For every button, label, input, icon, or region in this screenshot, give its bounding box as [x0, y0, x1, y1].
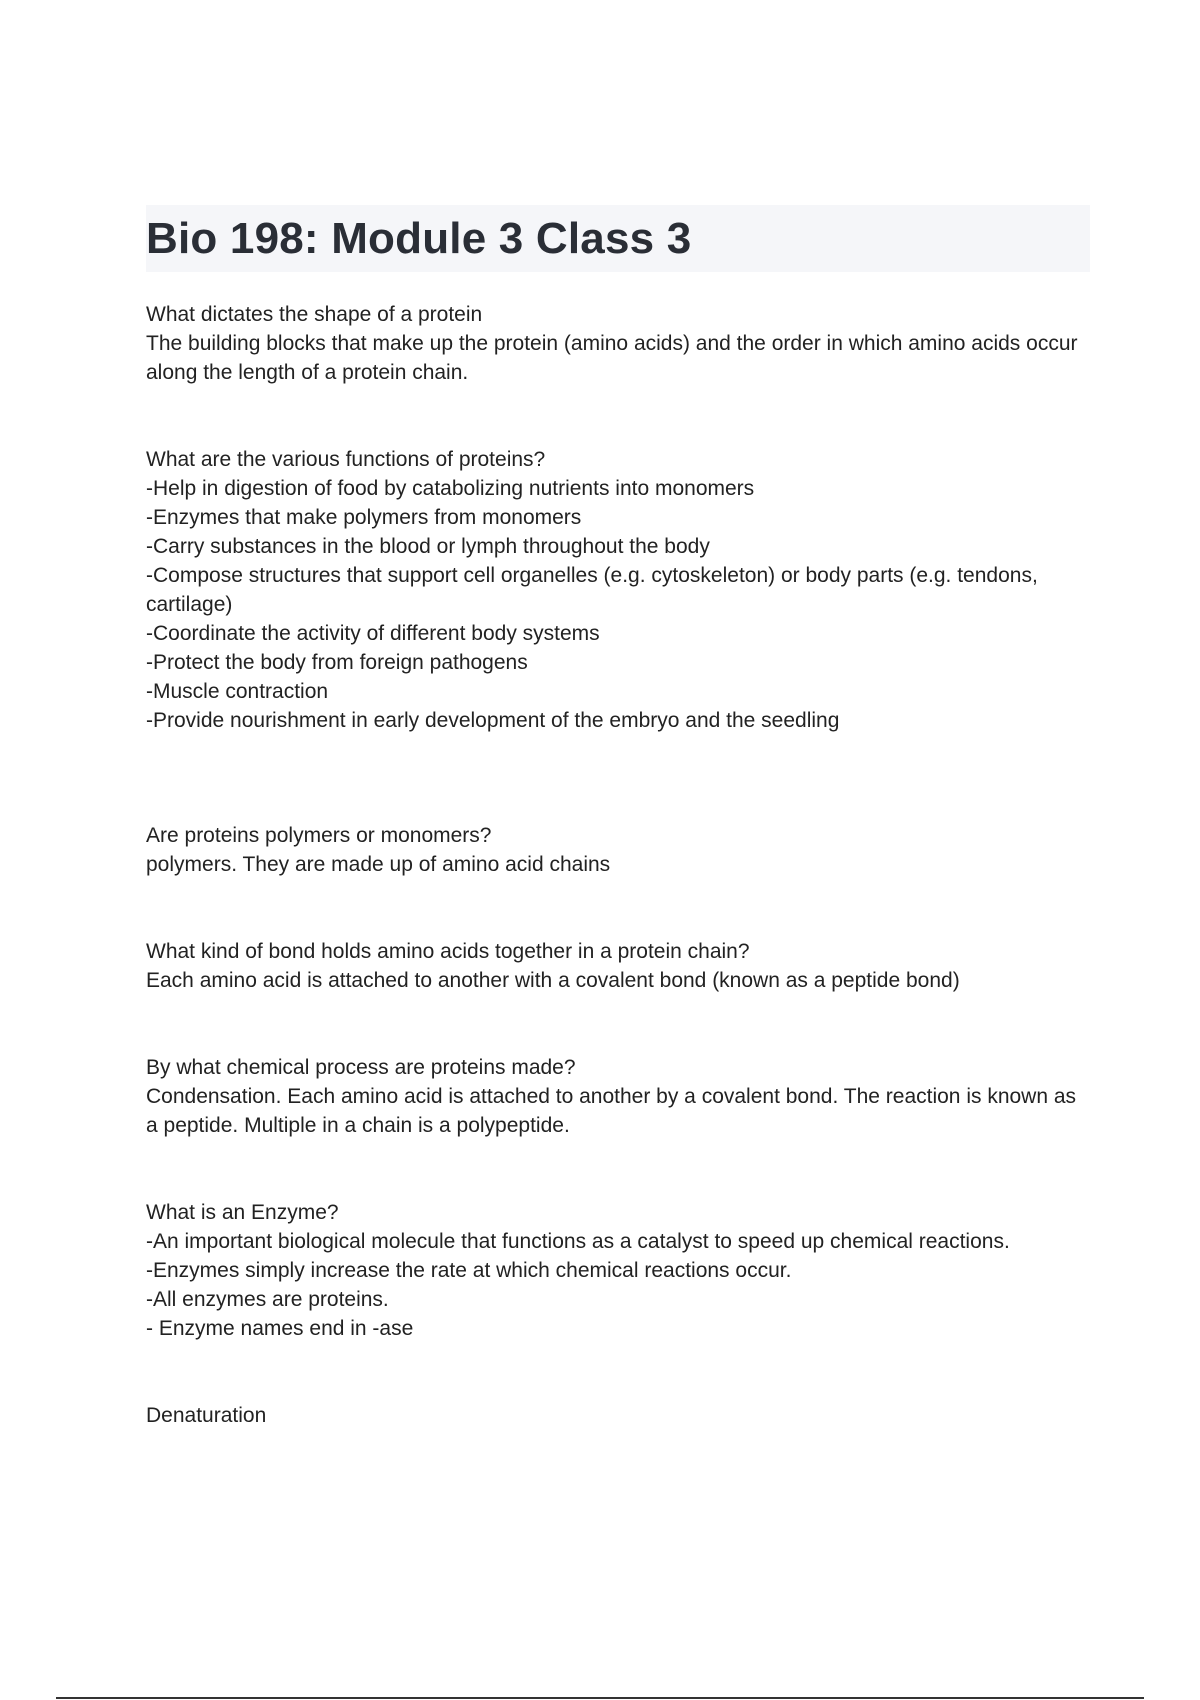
- flashcard-answer-line: The building blocks that make up the protein (amino acids) and the order in which amino acids occur along the length of a protein chain.: [146, 332, 1078, 384]
- flashcard-question: What is an Enzyme?: [146, 1201, 339, 1224]
- flashcard-question: What are the various functions of proteins?: [146, 448, 546, 471]
- flashcard-answer-line: -An important biological molecule that functions as a catalyst to speed up chemical reactions.: [146, 1230, 1010, 1253]
- flashcard: [146, 1198, 1086, 1343]
- flashcard: [146, 821, 1086, 879]
- flashcard-question: By what chemical process are proteins made?: [146, 1056, 576, 1079]
- flashcard-answer-line: -Enzymes that make polymers from monomers: [146, 506, 582, 529]
- flashcard: [146, 1053, 1086, 1140]
- flashcard: [146, 300, 1086, 387]
- flashcard-answer-line: Condensation. Each amino acid is attached to another by a covalent bond. The reaction is known as a peptide. Multiple in a chain is a polypeptide.: [146, 1085, 1077, 1137]
- flashcard: [146, 445, 1086, 735]
- footer-divider: [56, 1697, 1144, 1699]
- flashcard: [146, 1401, 1086, 1430]
- flashcard: [146, 937, 1086, 995]
- flashcard-question: Denaturation: [146, 1404, 267, 1427]
- flashcard-answer-line: -Compose structures that support cell organelles (e.g. cytoskeleton) or body parts (e.g. tendons, cartilage): [146, 564, 1038, 616]
- flashcard-answer-line: -All enzymes are proteins.: [146, 1288, 389, 1311]
- flashcard-answer-line: -Enzymes simply increase the rate at which chemical reactions occur.: [146, 1259, 792, 1282]
- flashcard-answer-line: -Protect the body from foreign pathogens: [146, 651, 528, 674]
- flashcard-question: What kind of bond holds amino acids together in a protein chain?: [146, 940, 750, 963]
- flashcard-question: What dictates the shape of a protein: [146, 303, 483, 326]
- flashcard-question: Are proteins polymers or monomers?: [146, 824, 492, 847]
- page-title: Bio 198: Module 3 Class 3: [146, 214, 692, 263]
- flashcard-answer-line: Each amino acid is attached to another with a covalent bond (known as a peptide bond): [146, 969, 960, 992]
- flashcard-answer-line: -Muscle contraction: [146, 680, 329, 703]
- flashcard-answer-line: -Coordinate the activity of different body systems: [146, 622, 600, 645]
- flashcard-answer-line: - Enzyme names end in -ase: [146, 1317, 414, 1340]
- flashcard-answer-line: -Provide nourishment in early development of the embryo and the seedling: [146, 709, 840, 732]
- flashcard-answer-line: polymers. They are made up of amino acid chains: [146, 853, 611, 876]
- flashcard-answer-line: -Carry substances in the blood or lymph throughout the body: [146, 535, 710, 558]
- flashcard-answer-line: -Help in digestion of food by catabolizing nutrients into monomers: [146, 477, 755, 500]
- flashcard-list: [146, 300, 1086, 1430]
